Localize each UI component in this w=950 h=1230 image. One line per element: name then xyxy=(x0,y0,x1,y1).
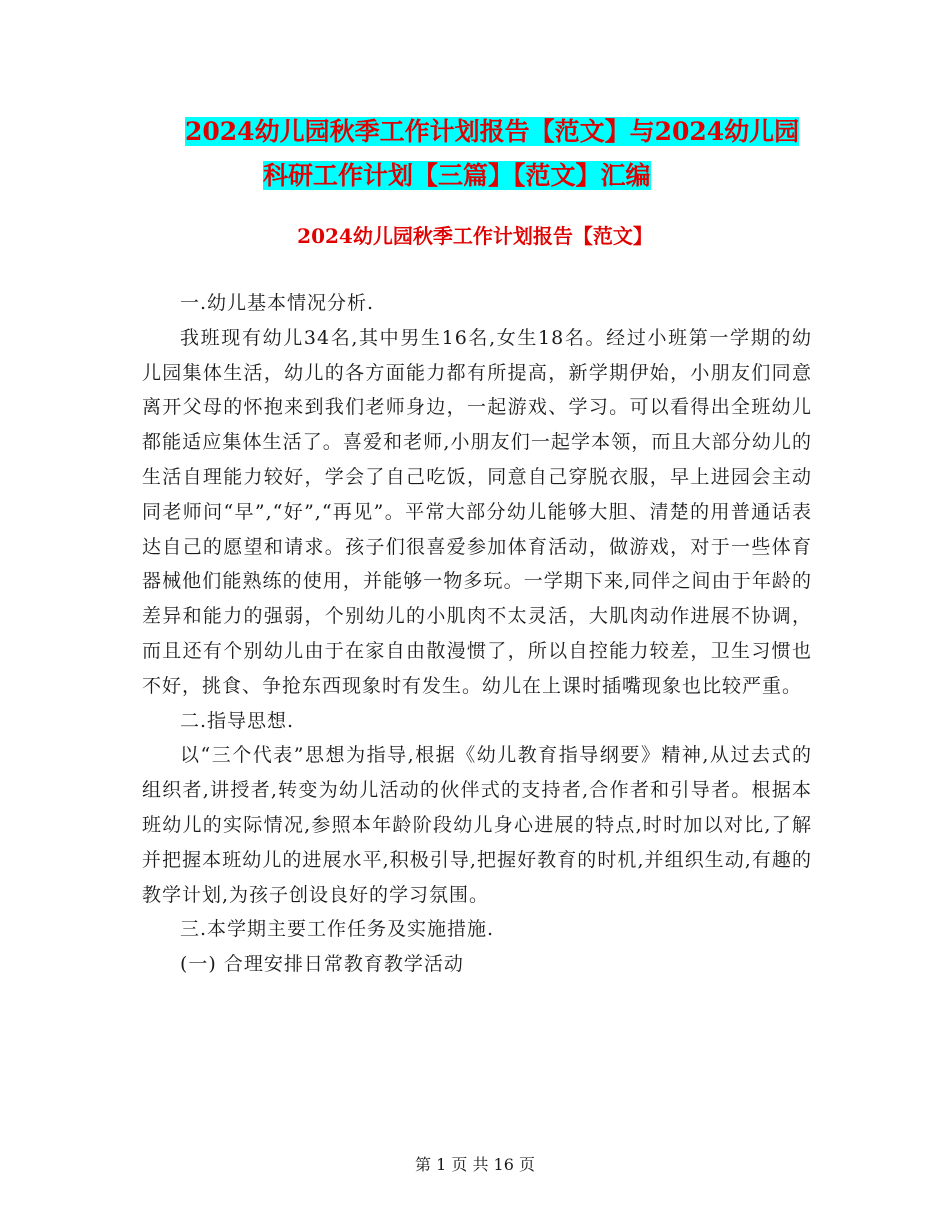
title-line-2: 科研工作计划【三篇】【范文】汇编 xyxy=(263,161,651,190)
paragraph-guiding-thought: 以“三个代表”思想为指导,根据《幼儿教育指导纲要》精神,从过去式的组织者,讲授者,转变为幼儿活动的伙伴式的支持者,合作者和引导者。根据本班幼儿的实际情况,参照本年龄阶段幼儿身心进展的特点,时时加以对比,了解并把握本班幼儿的进展水平,积极引导,把握好教育的时机,并组织生动,有趣的教学计划,为孩子创设良好的学习氛围。 xyxy=(142,744,812,906)
document-title xyxy=(140,110,830,198)
document-body xyxy=(142,286,812,982)
page-number-footer: 第 1 页 共 16 页 xyxy=(415,1155,535,1174)
heading-main-tasks: 三.本学期主要工作任务及实施措施. xyxy=(180,918,495,941)
paragraph-child-analysis: 我班现有幼儿34名,其中男生16名,女生18名。经过小班第一学期的幼儿园集体生活，幼儿的各方面能力都有所提高，新学期伊始，小朋友们同意离开父母的怀抱来到我们老师身边，一起游戏、学习。可以看得出全班幼儿都能适应集体生活了。喜爱和老师,小朋友们一起学本领，而且大部分幼儿的生活自理能力较好，学会了自己吃饭，同意自己穿脱衣服，早上进园会主动同老师问“早”,“好”,“再见”。平常大部分幼儿能够大胆、清楚的用普通话表达自己的愿望和请求。孩子们很喜爱参加体育活动，做游戏，对于一些体育器械他们能熟练的使用，并能够一物多玩。一学期下来,同伴之间由于年龄的差异和能力的强弱，个别幼儿的小肌肉不太灵活，大肌肉动作进展不协调，而且还有个别幼儿由于在家自由散漫惯了，所以自控能力较差，卫生习惯也不好，挑食、争抢东西现象时有发生。幼儿在上课时插嘴现象也比较严重。 xyxy=(142,326,812,697)
heading-child-analysis: 一.幼儿基本情况分析. xyxy=(180,292,375,314)
subheading-daily-activities: (一) 合理安排日常教育教学活动 xyxy=(180,953,464,976)
heading-guiding-thought: 二.指导思想. xyxy=(180,709,295,732)
title-line-1: 2024幼儿园秋季工作计划报告【范文】与2024幼儿园 xyxy=(185,117,800,146)
section-title: 2024幼儿园秋季工作计划报告【范文】 xyxy=(297,224,653,248)
